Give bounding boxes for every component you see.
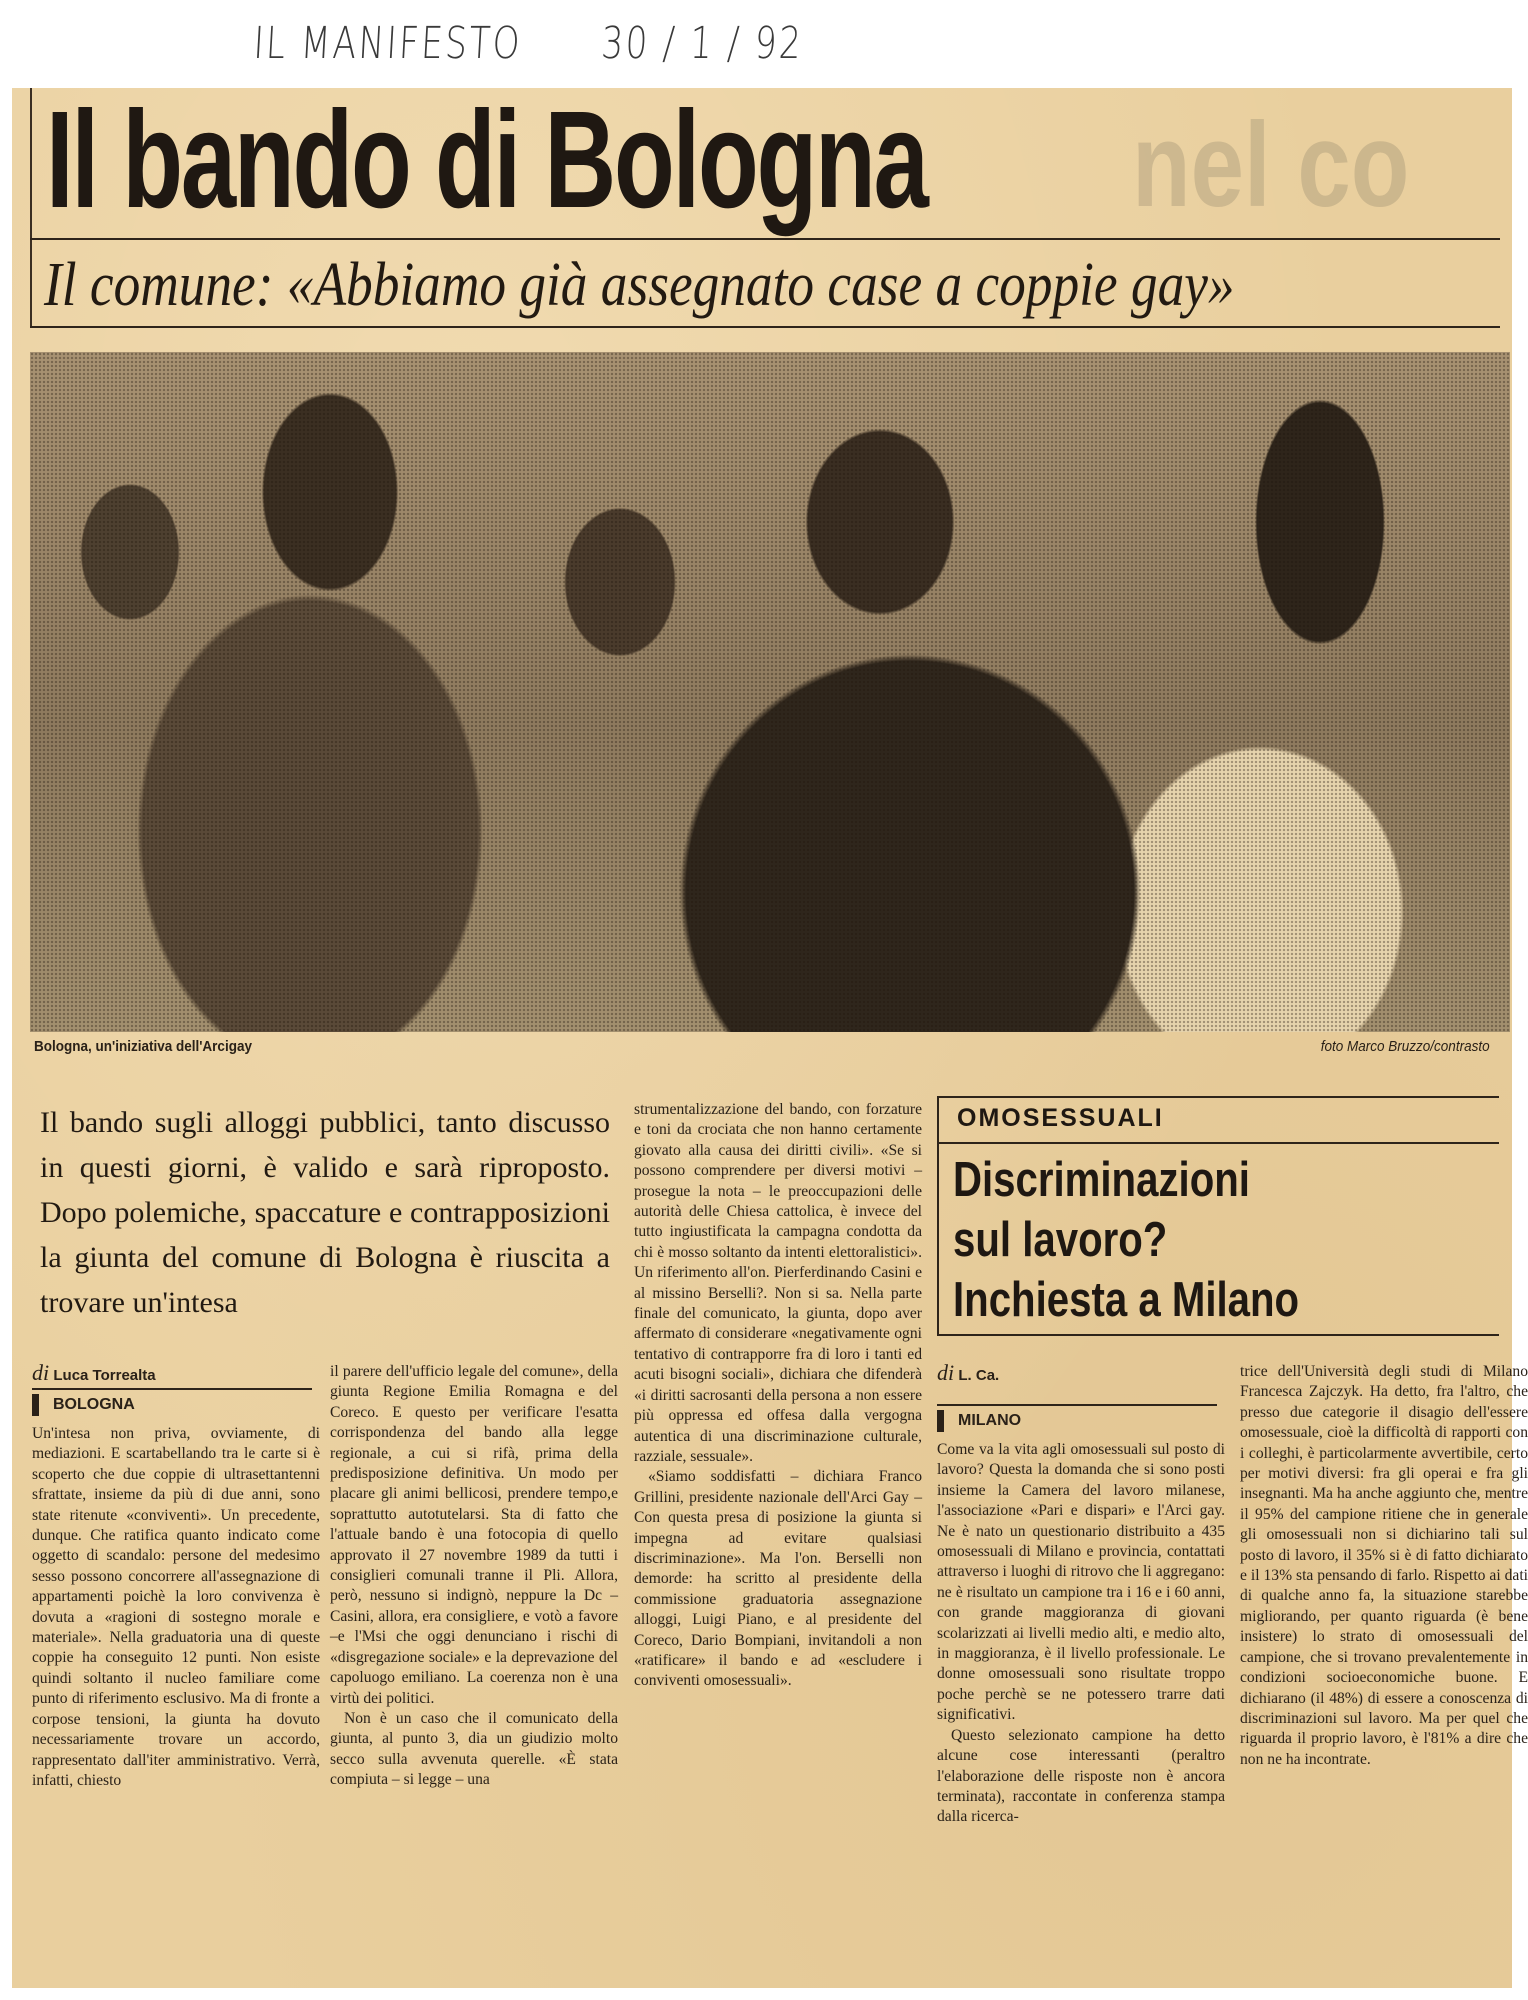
byline-prefix: di <box>937 1360 955 1385</box>
article-column-3 <box>634 1100 922 1692</box>
paragraph: strumentalizzazione del bando, con forzature e toni da crociata che non hanno certamente giovato alla causa dei diritti civili». «Se si possono comprendere per diversi motivi – prosegue la nota – le preoccupazioni delle autorità delle Chiesa cattolica, è invece del tutto ingiustificata la campagna condotta da chi è mosso soltanto da intenti elettoralistici». Un riferimento all'on. Pierferdinando Casini e al missino Berselli?. Non si sa. Nella parte finale del comunicato, la giunta, dopo aver affermato di considerare «negativamente ogni tentativo di contrapporre fra di loro i tanti ed acuti bisogni sociali», dichiara che difenderà «i diritti sacrosanti della persona a non essere più oppressa ed offesa dalla vergogna autentica di una discriminazione culturale, razziale, sessuale». <box>634 1101 922 1465</box>
kicker-rule <box>939 1142 1499 1144</box>
article-byline <box>32 1360 156 1386</box>
article-subheadline: Il comune: «Abbiamo già assegnato case a coppie gay» <box>44 251 1235 319</box>
sidebar-headline-line: Discriminazioni <box>953 1153 1250 1207</box>
byline-author: L. Ca. <box>958 1367 1000 1384</box>
paragraph: Un'intesa non priva, ovviamente, di mediazioni. E scartabellando tra le carte si è scoperto che due coppie di ultrasettantenni sfrattate, insieme da più di due anni, sono state ritenute «conviventi». Un precedente, dunque. Che ratifica quanto indicato come oggetto di scandalo: persone del medesimo sesso possono concorrere all'assegnazione di appartamenti poichè la loro convivenza è dovuta a «ragioni di sostegno morale e materiale». Nella graduatoria una di queste coppie ha conseguito 12 punti. Non esiste quindi soltanto il nucleo familiare come punto di riferimento esclusivo. Ma di fronte a corpose tensioni, la giunta ha dovuto necessariamente trovare un accordo, rappresentato dall'iter amministrativo. Verrà, infatti, chiesto <box>32 1425 320 1789</box>
subheadline-rule <box>30 326 1500 328</box>
sidebar-byline <box>937 1360 999 1386</box>
article-dateline: BOLOGNA <box>32 1394 135 1416</box>
paragraph: Questo selezionato campione ha detto alcune cose interessanti (peraltro l'elaborazione delle risposte non è ancora terminata), raccontate in conferenza stampa dalla ricerca- <box>937 1726 1225 1826</box>
sidebar-headline-line: sul lavoro? <box>953 1213 1168 1267</box>
article-headline: Il bando di Bologna <box>46 83 927 237</box>
byline-author: Luca Torrealta <box>53 1367 156 1384</box>
handwritten-source-annotation <box>252 18 804 69</box>
article-column-1 <box>32 1424 320 1791</box>
byline-prefix: di <box>32 1360 50 1385</box>
photo-caption: Bologna, un'iniziativa dell'Arcigay <box>34 1038 252 1055</box>
paragraph: trice dell'Università degli studi di Milano Francesca Zajczyk. Ha detto, fra l'altro, che presso due categorie il disagio dell'essere omosessuale, cioè la difficoltà di rapporti con i colleghi, è particolarmente avvertibile, certo per motivi diversi: fra gli operai e fra gli insegnanti. Ma ha anche aggiunto che, mentre il 95% del campione ritiene che in generale gli omosessuali non si dichiarino tali sul posto di lavoro, il 35% si è di fatto dichiarato e il 13% sta pensando di farlo. Rispetto ai dati di qualche anno fa, la situazione starebbe migliorando, per quanto riguarda (è bene insistere) lo strato di omosessuali del campione, che si trovano prevalentemente in condizioni socioeconomiche buone. E dichiarano (il 48%) di essere a conoscenza di discriminazioni sul lavoro. Ma per quel che riguarda il proprio lavoro, è l'81% a dire che non ne ha incontrate. <box>1240 1363 1528 1768</box>
handwritten-date: 30 / 1 / 92 <box>600 18 805 69</box>
paragraph: Non è un caso che il comunicato della giunta, al punto 3, dia un giudizio molto secco sulla avvenuta querelle. «È stata compiuta – si legge – una <box>330 1709 618 1789</box>
dateline-rule <box>32 1388 312 1390</box>
photo-credit: foto Marco Bruzzo/contrasto <box>1321 1038 1490 1055</box>
article-column-2 <box>330 1362 618 1791</box>
paragraph: «Siamo soddisfatti – dichiara Franco Grillini, presidente nazionale dell'Arci Gay – Con questa presa di posizione la giunta si impegna ad evitare qualsiasi discriminazione». Ma l'on. Berselli non demorde: ha scritto al presidente della commissione graduatoria assegnazione alloggi, Luigi Piano, e al presidente del Coreco, Dario Bompiani, invitandoli a non «ratificare» il bando e ad «escludere i conviventi omosessuali». <box>634 1468 922 1690</box>
sidebar-headline <box>953 1150 1299 1330</box>
sidebar-dateline: MILANO <box>937 1410 1021 1432</box>
left-border-rule <box>30 88 32 326</box>
sidebar-column-1 <box>937 1440 1225 1828</box>
sidebar-column-2 <box>1240 1362 1528 1770</box>
bleed-through-text: nel co <box>1132 98 1410 232</box>
headline-rule <box>30 238 1500 240</box>
sidebar-headline-box <box>937 1096 1499 1336</box>
handwritten-source: IL MANIFESTO <box>252 18 524 69</box>
dateline-rule <box>937 1404 1217 1406</box>
article-lead: Il bando sugli alloggi pubblici, tanto discusso in questi giorni, è valido e sarà riproposto. Dopo polemiche, spaccature e contrapposizioni la giunta del comune di Bologna è riuscita a trovare un'intesa <box>40 1106 610 1319</box>
sidebar-headline-line: Inchiesta a Milano <box>953 1273 1300 1327</box>
paragraph: Come va la vita agli omosessuali sul posto di lavoro? Questa la domanda che si sono posti insieme la Camera del lavoro milanese, l'associazione «Pari e dispari» e l'Arci gay. Ne è nato un questionario distribuito a 435 omosessuali di Milano e provincia, contattati attraverso i luoghi di ritrovo che li aggregano: ne è risultato un campione tra i 16 e i 60 anni, con grande maggioranza di giovani scolarizzati ai livelli medio alti, e medio alto, in maggioranza, è il livello professionale. Le donne omosessuali sono risultate troppo poche perchè se ne potessero trarre dati significativi. <box>937 1441 1225 1724</box>
sidebar-kicker: OMOSESSUALI <box>957 1104 1164 1132</box>
paragraph: il parere dell'ufficio legale del comune», della giunta Regione Emilia Romagna e del Coreco. E questo per verificare l'esatta corrispondenza del bando alla legge regionale, a cui si rifà, prima della predisposizione definitiva. Un modo per placare gli animi bellicosi, prendere tempo,e soprattutto autotutelarsi. Sta di fatto che l'attuale bando è una fotocopia di quello approvato il 27 novembre 1989 da tutti i consiglieri comunali tranne il Pli. Allora, però, nessuno si indignò, neppure la Dc – Casini, allora, era consigliere, e votò a favore –e l'Msi che oggi denunciano i rischi di «disgregazione sociale» e la deprevazione del capoluogo emiliano. La coerenza non è una virtù dei politici. <box>330 1363 618 1707</box>
article-photo <box>30 352 1510 1032</box>
newspaper-clipping <box>12 83 1528 1988</box>
